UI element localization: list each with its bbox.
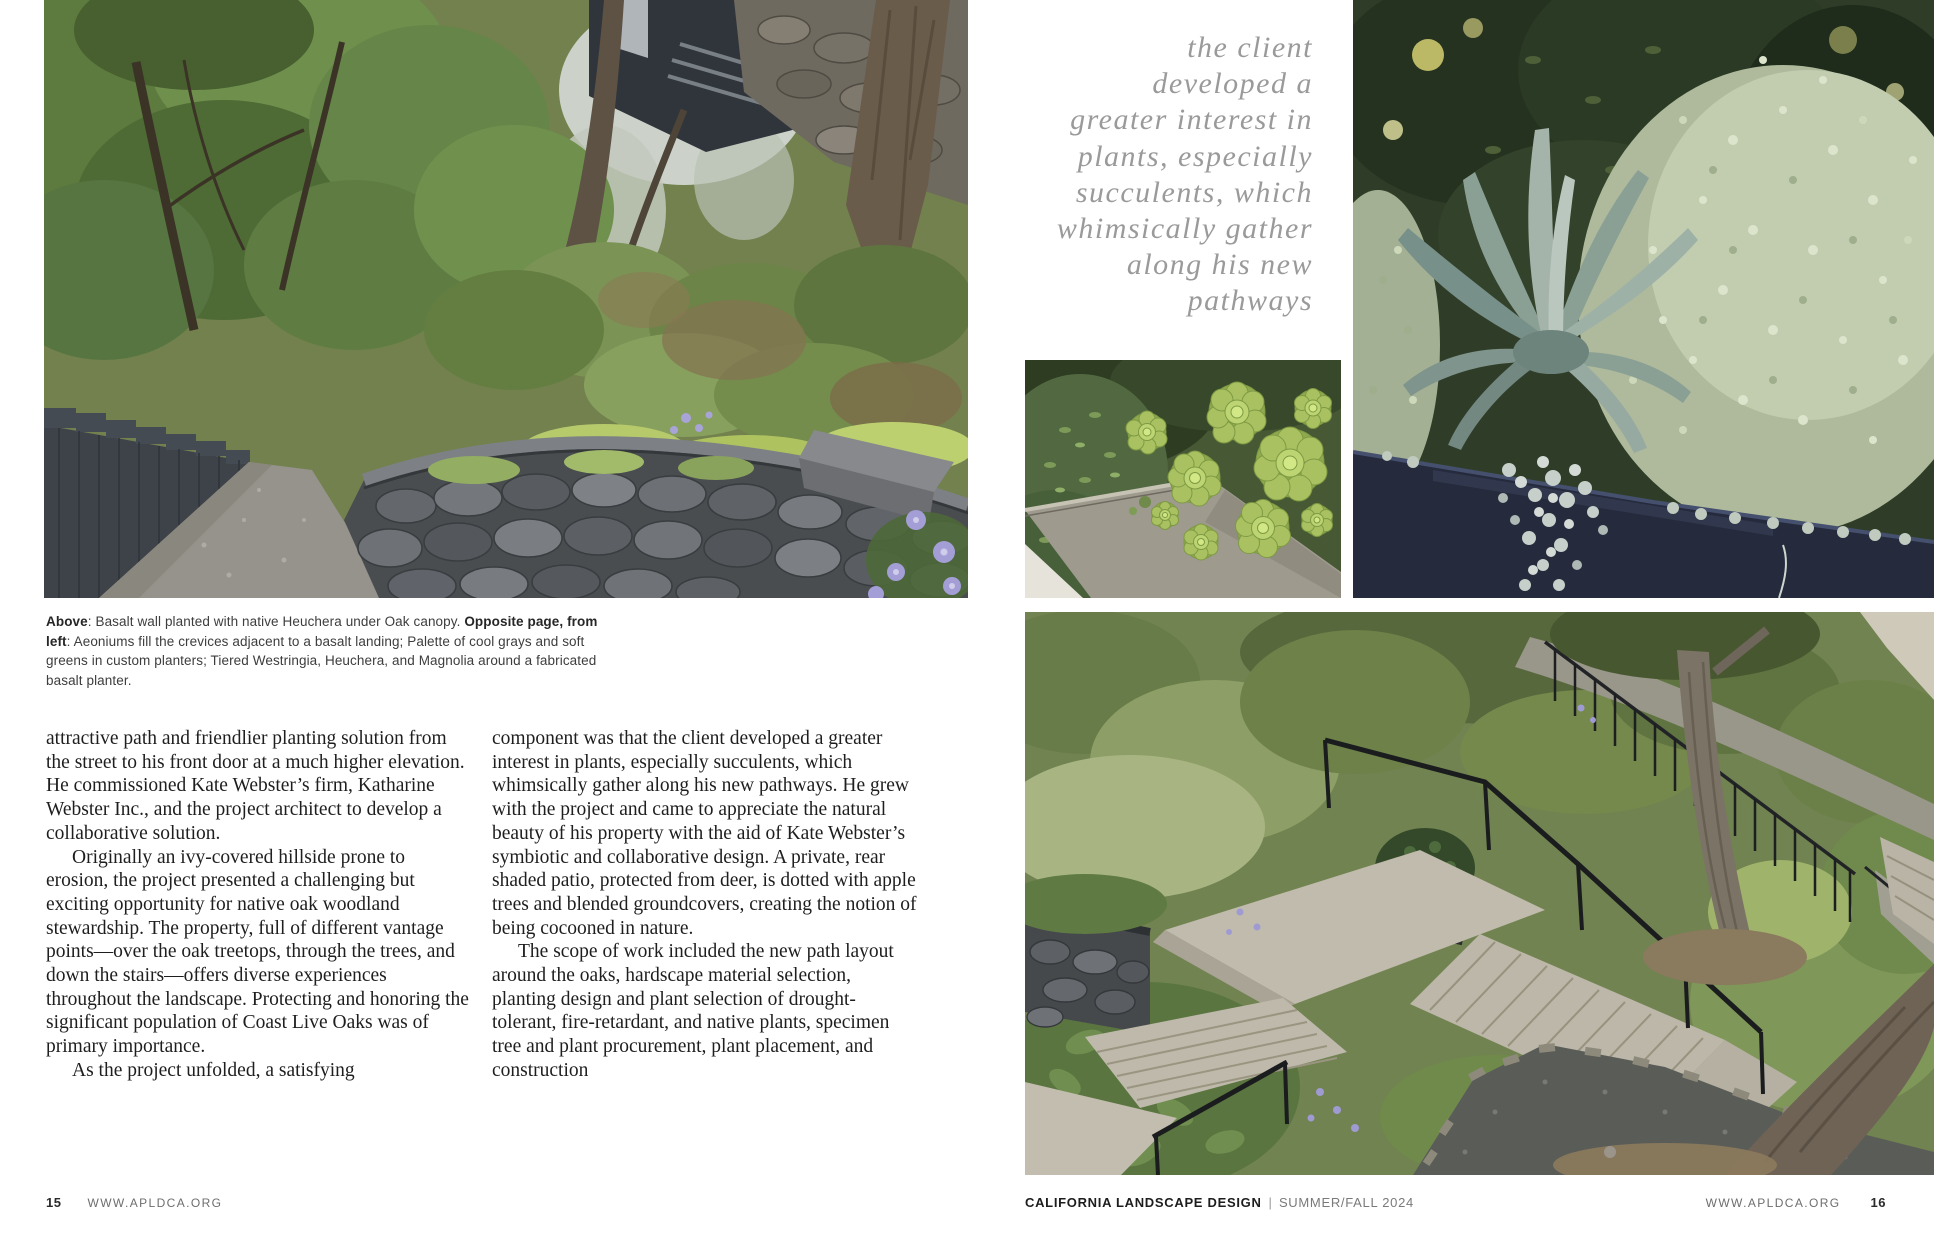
website-url-left: WWW.APLDCA.ORG: [87, 1196, 223, 1210]
footer-separator: |: [1268, 1195, 1272, 1210]
article-column-1: [46, 727, 470, 1083]
pull-quote-line: plants, especially: [1077, 139, 1313, 173]
paragraph: attractive path and friendlier planting solution from the street to his front door at a much higher elevation. He commissioned Kate Webster’s firm, Katharine Webster Inc., and the project architect to develop a collaborative solution.: [46, 728, 465, 844]
article-column-2: [492, 727, 918, 1083]
pull-quote: [1012, 30, 1313, 320]
aeonium-photo: [1025, 360, 1341, 598]
issue-label: SUMMER/FALL 2024: [1278, 1195, 1414, 1210]
basalt-wall-photo: [44, 0, 968, 598]
aeonium-photo-image: [1025, 360, 1341, 598]
pull-quote-line: whimsically gather: [1056, 212, 1313, 246]
paragraph: Originally an ivy-covered hillside prone to erosion, the project presented a challenging but exciting opportunity for native oak woodland stewardship. The property, full of different vantage points—over the oak treetops, through the trees, and down the stairs—offers diverse experiences throughout the landscape. Protecting and honoring the significant population of Coast Live Oaks was of primary importance.: [46, 846, 469, 1058]
caption-above-label: Above: [46, 614, 88, 629]
planter-photo: [1353, 0, 1934, 598]
garden-stairs-photo: [1025, 612, 1934, 1175]
pull-quote-line: succulents, which: [1075, 175, 1313, 209]
footer-left: [46, 1195, 222, 1210]
caption-opposite-text: : Aeoniums fill the crevices adjacent to a basalt landing; Palette of cool grays and soft greens in custom planters; Tiered Westringia, Heuchera, and Magnolia around a fabricated basalt planter.: [46, 633, 597, 688]
paragraph: The scope of work included the new path layout around the oaks, hardscape material selection, planting design and plant selection of drought-tolerant, fire-retardant, and native plants, specimen tree and plant procurement, plant placement, and construction: [492, 941, 894, 1081]
basalt-wall-photo-image: [44, 0, 968, 598]
pull-quote-line: developed a: [1152, 67, 1313, 101]
caption-above-text: : Basalt wall planted with native Heuchera under Oak canopy.: [87, 614, 465, 629]
footer-center: [1025, 1195, 1414, 1210]
photo-caption: [46, 612, 598, 690]
pull-quote-line: pathways: [1187, 284, 1313, 318]
page-number-right: 16: [1870, 1195, 1886, 1210]
paragraph: component was that the client developed a greater interest in plants, especially succulents, which whimsically gather along his new pathways. He grew with the project and came to appreciate the natural beauty of his property with the aid of Kate Webster’s symbiotic and collaborative design. A private, rear shaded patio, protected from deer, is dotted with apple trees and blended groundcovers, creating the notion of being cocooned in nature.: [492, 728, 917, 939]
planter-photo-image: [1353, 0, 1934, 598]
caption-opposite-label: Opposite page, from left: [46, 614, 598, 649]
footer-right: [1706, 1195, 1886, 1210]
pull-quote-line: along his new: [1126, 248, 1313, 282]
website-url-right: WWW.APLDCA.ORG: [1705, 1196, 1841, 1210]
magazine-title: CALIFORNIA LANDSCAPE DESIGN: [1025, 1195, 1262, 1210]
pull-quote-line: greater interest in: [1070, 103, 1313, 137]
page-number-left: 15: [46, 1195, 62, 1210]
paragraph: As the project unfolded, a satisfying: [72, 1059, 355, 1081]
garden-stairs-photo-image: [1025, 612, 1934, 1175]
pull-quote-line: the client: [1187, 31, 1313, 64]
